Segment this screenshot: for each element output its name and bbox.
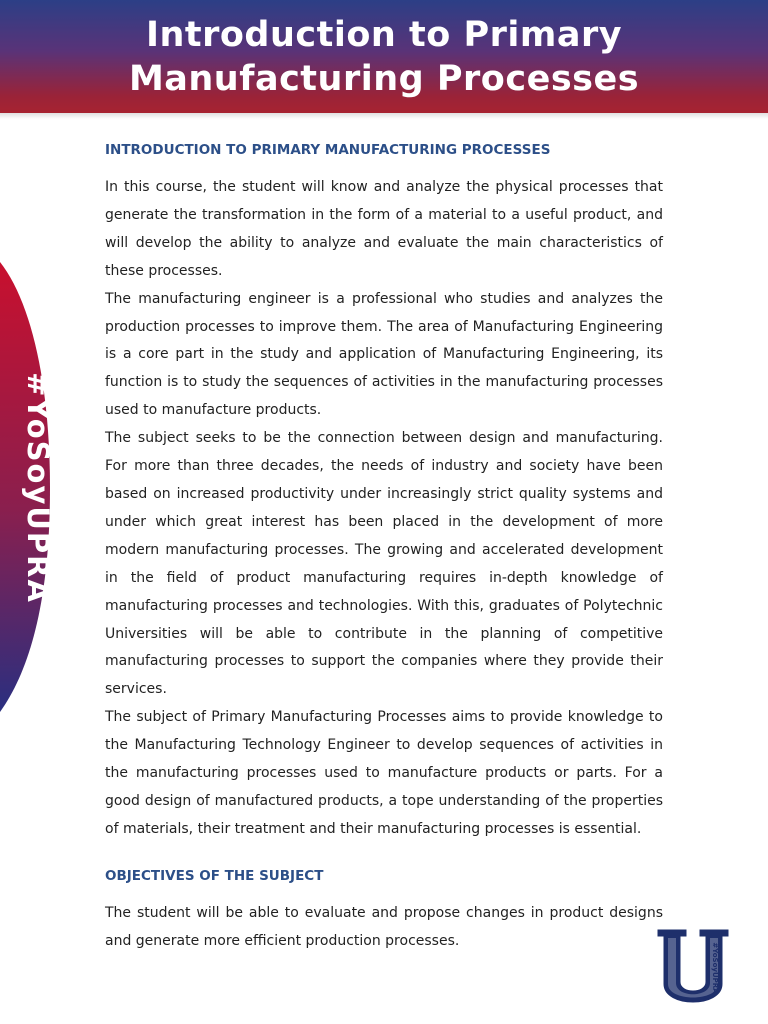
- logo-hashtag: #YoSoyUPRA: [711, 942, 719, 994]
- paragraph: In this course, the student will know and analyze the physical processes that generate the transformation in the form of a material to a useful product, and will develop the ability to analyze and evaluate the main characteristics of these processes.: [105, 179, 663, 279]
- page-title-line1: Introduction to Primary: [145, 14, 623, 55]
- paragraph: The subject seeks to be the connection between design and manufacturing. For more than three decades, the needs of industry and society have been based on increased productivity under increasingly strict quality systems and under which great interest has been placed in the development of more modern manufacturing processes. The growing and accelerated development in the field of product manufacturing requires in-depth knowledge of manufacturing processes and technologies. With this, graduates of Polytechnic Universities will be able to contribute in the planning of competitive manufacturing processes to support the companies where they provide their services.: [105, 430, 663, 698]
- header-shadow: [0, 113, 768, 119]
- section-heading-objectives: OBJECTIVES OF THE SUBJECT: [105, 867, 324, 884]
- page-header: [0, 0, 768, 113]
- page-title-line2: Manufacturing Processes: [128, 58, 640, 99]
- document-body: [105, 138, 663, 956]
- paragraph: The student will be able to evaluate and propose changes in product designs and generate more efficient production processes.: [105, 904, 663, 949]
- section-heading-introduction: INTRODUCTION TO PRIMARY MANUFACTURING PROCESSES: [105, 142, 551, 158]
- side-banner-text: #YoSoyUPRA: [21, 372, 55, 604]
- paragraph: The manufacturing engineer is a professional who studies and analyzes the production processes to improve them. The area of Manufacturing Engineering is a core part in the study and application of Manufacturing Engineering, its function is to study the sequences of activities in the manufacturing processes used to manufacture products.: [105, 290, 663, 419]
- paragraph: The subject of Primary Manufacturing Processes aims to provide knowledge to the Manufacturing Technology Engineer to develop sequences of activities in the manufacturing processes used to manufacture products or parts. For a good design of manufactured products, a tope understanding of the properties of materials, their treatment and their manufacturing processes is essential.: [105, 709, 663, 837]
